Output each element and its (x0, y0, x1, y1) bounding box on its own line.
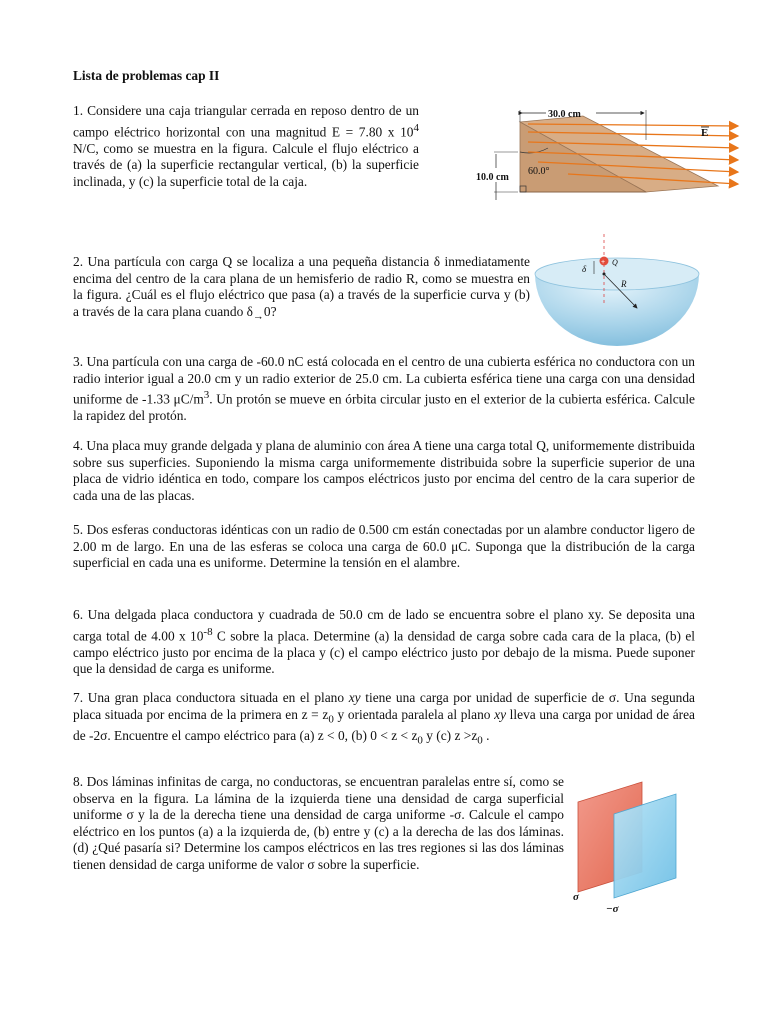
problem-3 (73, 354, 695, 425)
problem-4-text: 4. Una placa muy grande delgada y plana de aluminio con área A tiene una carga total Q, uniformemente distribuida sobre sus superficies. Suponiendo la misma carga uniformemente distribuida sobre la superficie superior de una placa de vidrio idéntica en todo, compare los campos eléctricos justo por encima del centro de la cara superior de cada una de las placas. (73, 438, 695, 503)
problem-2 (73, 254, 530, 325)
problem-1-text-a: 1. Considere una caja triangular cerrada en reposo dentro de un campo eléctrico horizontal con una magnitud E = 7.80 x 10 (73, 103, 419, 140)
problem-5-text: 5. Dos esferas conductoras idénticas con un radio de 0.500 cm están conectadas por un alambre conductor ligero de 2.00 m de largo. En una de las esferas se coloca una carga de 60.0 μC. Suponga que la distribución de la carga superficial en cada una es uniforme. Determine la tensión en el alambre. (73, 522, 695, 571)
problem-7-text-d: lleva una carga por unidad de área de -2σ. Encuentre el campo eléctrico para (a) z < 0, (b) 0 < z < z (73, 706, 695, 743)
problem-3-text-b: . Un protón se mueve en órbita circular justo en el exterior de la cubierta esférica. Calcule la rapidez del protón. (73, 391, 696, 424)
figure-triangular-box (468, 100, 748, 210)
field-e-label: E (701, 127, 709, 139)
problem-6-exponent: -8 (203, 625, 213, 638)
problem-3-text-a: 3. Una partícula con una carga de -60.0 nC está colocada en el centro de una cubierta esférica no conductora con un radio interior igual a 20.0 cm y un radio exterior de 25.0 cm. La cubierta esférica tiene una carga con una densidad uniforme de -1.33 μC/m (73, 354, 695, 407)
delta-label: δ (582, 264, 587, 274)
problem-8 (73, 774, 564, 874)
sigma-label: σ (573, 891, 579, 903)
radius-label: R (621, 279, 627, 289)
problem-7-sub-3: 0 (477, 734, 483, 747)
problem-6-text-a: 6. Una delgada placa conductora y cuadrada de 50.0 cm de lado se encuentra sobre el plano xy. Se deposita una carga total de 4.00 x 10 (73, 607, 695, 644)
problem-2-arrow: → (252, 310, 264, 323)
problem-7-xy-1: xy (348, 690, 361, 705)
problem-7-sub-1: 0 (328, 713, 334, 726)
box-top-dimension: 30.0 cm (548, 109, 581, 120)
problem-6 (73, 607, 695, 678)
problem-7-text-a: 7. Una gran placa conductora situada en el plano (73, 690, 349, 705)
problem-8-text: 8. Dos láminas infinitas de carga, no conductoras, se encuentran paralelas entre sí, como se observa en la figura. La lámina de la izquierda tiene una densidad de carga superficial uniforme σ y la de la derecha tiene una densidad de carga uniforme -σ. Calcule el campo eléctrico en los puntos (a) a la izquierda de, (b) entre y (c) a la derecha de las dos láminas. (d) ¿Qué pasaría si? Determine los campos eléctricos en las tres regiones si las dos láminas tienen densidad de carga uniforme de valor σ sobre la superficie. (73, 774, 564, 872)
problem-7-sub-2: 0 (417, 734, 423, 747)
problem-1-text-b: N/C, como se muestra en la figura. Calcule el flujo eléctrico a través de (a) la superficie rectangular vertical, (b) la superficie inclinada, y (c) la superficie total de la caja. (73, 140, 419, 189)
problem-1 (73, 103, 419, 190)
problem-6-text-b: C sobre la placa. Determine (a) la densidad de carga sobre cada cara de la placa, (b) el campo eléctrico justo por encima de la placa y (c) el campo eléctrico justo por debajo de la misma. Puede suponer que la densidad de carga es uniforme. (73, 628, 695, 677)
box-side-dimension: 10.0 cm (476, 172, 509, 183)
svg-text:+: + (601, 259, 606, 266)
problem-7-text-b: tiene una carga por unidad de superficie de σ. Una segunda placa situada por encima de la primera en z = z (73, 690, 695, 722)
problem-7 (73, 690, 695, 749)
problem-7-text-c: y orientada paralela al plano (333, 706, 495, 722)
problem-2-text-b: 0? (263, 303, 277, 319)
problem-4 (73, 438, 695, 504)
problem-3-exponent: 3 (203, 389, 210, 402)
problem-2-text-a: 2. Una partícula con carga Q se localiza a una pequeña distancia δ inmediatamente encima del centro de la cara plana de un hemisferio de radio R, como se muestra en la figura. ¿Cuál es el flujo eléctrico que pasa (a) a través de la superficie curva y (b) a través de la cara plana cuando δ (73, 254, 530, 319)
minus-sigma-label: −σ (606, 903, 619, 915)
problem-7-xy-2: xy (494, 706, 507, 722)
charge-label: Q (612, 258, 618, 267)
problem-1-exponent: 4 (413, 121, 419, 134)
problem-7-text-e: y (c) z >z (422, 727, 478, 743)
problem-7-text-f: . (482, 727, 490, 743)
page-title: Lista de problemas cap II (73, 68, 220, 83)
box-angle-label: 60.0° (528, 166, 550, 177)
figure-charged-sheets (570, 778, 680, 916)
problem-5 (73, 522, 695, 572)
figure-hemisphere (534, 234, 700, 350)
